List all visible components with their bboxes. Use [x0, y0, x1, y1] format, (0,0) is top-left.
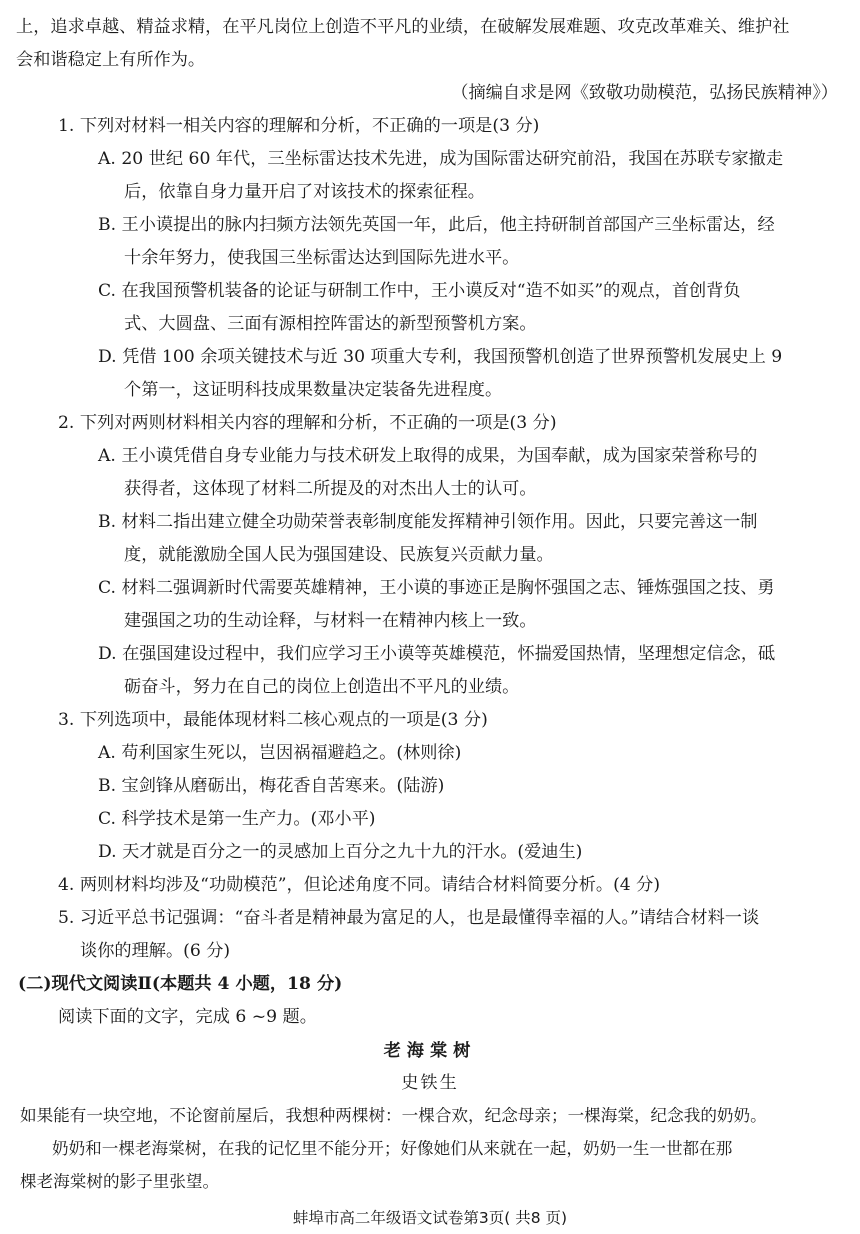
article-title: 老海棠树: [383, 1041, 477, 1061]
q2-option-b-line-2: 度，就能激励全国人民为强国建设、民族复兴贡献力量。: [124, 545, 554, 565]
article-paragraph-2-line-1: 奶奶和一棵老海棠树，在我的记忆里不能分开；好像她们从来就在一起，奶奶一生一世都在那: [52, 1139, 733, 1158]
q2-option-a-line-1: A. 王小谟凭借自身专业能力与技术研发上取得的成果，为国奉献，成为国家荣誉称号的: [98, 446, 758, 466]
q3-option-b: B. 宝剑锋从磨砺出，梅花香自苦寒来。(陆游): [98, 776, 445, 796]
section-2-instruction: 阅读下面的文字，完成 6 ~9 题。: [58, 1007, 317, 1027]
q1-option-a-line-1: A. 20 世纪 60 年代，三坐标雷达技术先进，成为国际雷达研究前沿，我国在苏联专家撤走: [98, 149, 784, 169]
q1-option-b-line-1: B. 王小谟提出的脉内扫频方法领先英国一年，此后，他主持研制首部国产三坐标雷达，经: [98, 215, 775, 235]
q2-option-b-line-1: B. 材料二指出建立健全功勋荣誉表彰制度能发挥精神引领作用。因此，只要完善这一制: [98, 512, 758, 532]
q1-option-d-line-2: 个第一，这证明科技成果数量决定装备先进程度。: [124, 380, 503, 400]
section-2-heading: (二)现代文阅读Ⅱ(本题共 4 小题，18 分): [18, 974, 343, 994]
q2-option-d-line-1: D. 在强国建设过程中，我们应学习王小谟等英雄模范，怀揣爱国热情，坚理想定信念，砥: [98, 644, 776, 664]
q2-option-c-line-1: C. 材料二强调新时代需要英雄精神，王小谟的事迹正是胸怀强国之志、锤炼强国之技、勇: [98, 578, 775, 598]
intro-line-2: 会和谐稳定上有所作为。: [16, 50, 206, 70]
q3-option-d: D. 天才就是百分之一的灵感加上百分之九十九的汗水。(爱迪生): [98, 842, 583, 862]
q1-option-a-line-2: 后，依靠自身力量开启了对该技术的探索征程。: [124, 182, 485, 202]
article-paragraph-2-line-2: 棵老海棠树的影子里张望。: [20, 1172, 220, 1191]
q2-option-c-line-2: 建强国之功的生动诠释，与材料一在精神内核上一致。: [124, 611, 537, 631]
q1-option-d-line-1: D. 凭借 100 余项关键技术与近 30 项重大专利，我国预警机创造了世界预警机发展史上 9: [98, 347, 783, 367]
q3-option-c: C. 科学技术是第一生产力。(邓小平): [98, 809, 376, 829]
source-citation: （摘编自求是网《致敬功勋模范，弘扬民族精神》）: [451, 83, 838, 103]
question-2-stem: 2. 下列对两则材料相关内容的理解和分析，不正确的一项是(3 分): [58, 413, 557, 433]
q1-option-c-line-2: 式、大圆盘、三面有源相控阵雷达的新型预警机方案。: [124, 314, 537, 334]
page-footer: 蚌埠市高二年级语文试卷第3页( 共8 页): [292, 1209, 568, 1227]
q1-option-c-line-1: C. 在我国预警机装备的论证与研制工作中，王小谟反对“造不如买”的观点，首创背负: [98, 281, 741, 301]
question-5-line-1: 5. 习近平总书记强调：“奋斗者是精神最为富足的人，也是最懂得幸福的人。”请结合材料一谈: [58, 908, 760, 928]
question-4: 4. 两则材料均涉及“功勋模范”，但论述角度不同。请结合材料简要分析。(4 分): [58, 875, 661, 895]
q2-option-a-line-2: 获得者，这体现了材料二所提及的对杰出人士的认可。: [124, 479, 537, 499]
question-3-stem: 3. 下列选项中，最能体现材料二核心观点的一项是(3 分): [58, 710, 488, 730]
article-author: 史铁生: [401, 1073, 459, 1093]
article-paragraph-1: 如果能有一块空地，不论窗前屋后，我想种两棵树：一棵合欢，纪念母亲；一棵海棠，纪念我的奶奶。: [20, 1106, 767, 1125]
q3-option-a: A. 苟利国家生死以，岂因祸福避趋之。(林则徐): [98, 743, 462, 763]
q1-option-b-line-2: 十余年努力，使我国三坐标雷达达到国际先进水平。: [124, 248, 520, 268]
q2-option-d-line-2: 砺奋斗，努力在自己的岗位上创造出不平凡的业绩。: [124, 677, 520, 697]
question-1-stem: 1. 下列对材料一相关内容的理解和分析，不正确的一项是(3 分): [58, 116, 540, 136]
question-5-line-2: 谈你的理解。(6 分): [80, 941, 231, 961]
intro-line-1: 上，追求卓越、精益求精，在平凡岗位上创造不平凡的业绩，在破解发展难题、攻克改革难关、维护社: [16, 17, 790, 37]
